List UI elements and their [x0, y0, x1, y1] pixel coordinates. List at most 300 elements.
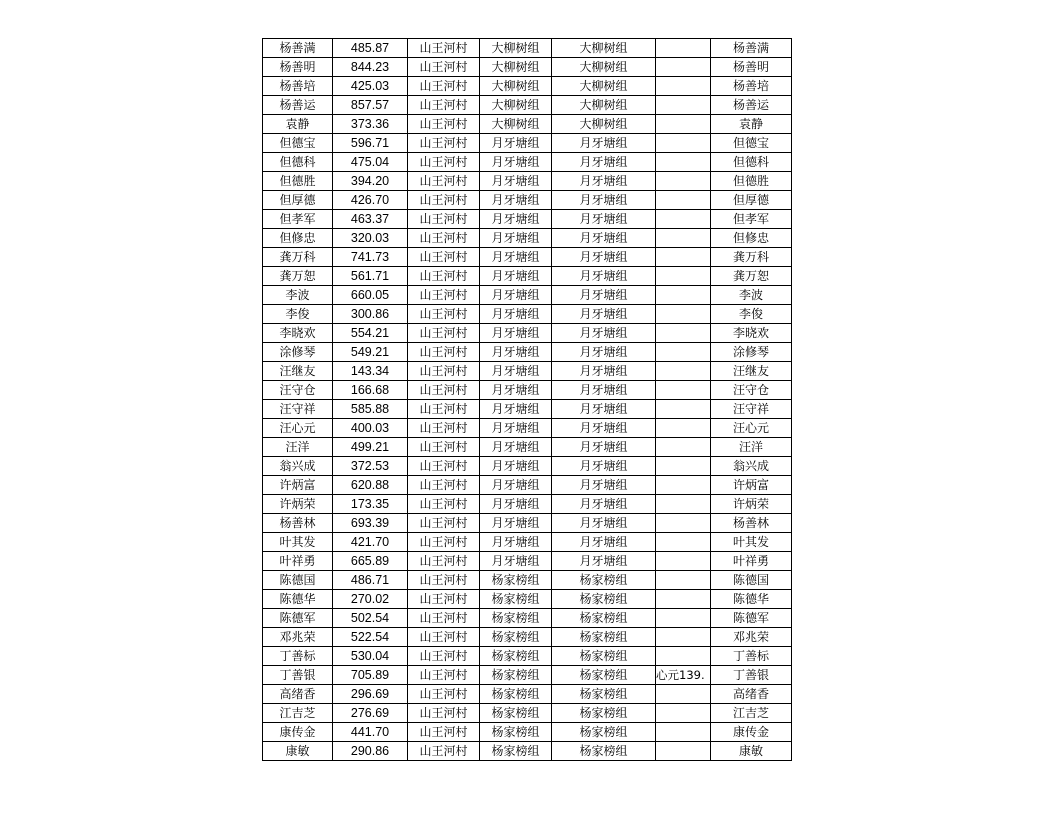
name2-cell: 汪守仓 [711, 381, 792, 400]
name-cell: 涂修琴 [263, 343, 333, 362]
group-cell: 月牙塘组 [480, 229, 552, 248]
name2-cell: 龚万恕 [711, 267, 792, 286]
name-cell: 陈德军 [263, 609, 333, 628]
group2-cell: 杨家榜组 [552, 704, 656, 723]
table-row [263, 400, 792, 419]
group2-cell: 月牙塘组 [552, 286, 656, 305]
name2-cell: 许炳富 [711, 476, 792, 495]
note-cell [656, 628, 711, 647]
village-cell: 山王河村 [408, 267, 480, 286]
village-cell: 山王河村 [408, 685, 480, 704]
village-cell: 山王河村 [408, 362, 480, 381]
note-cell [656, 571, 711, 590]
name-cell: 龚万恕 [263, 267, 333, 286]
table-row [263, 324, 792, 343]
group-cell: 杨家榜组 [480, 704, 552, 723]
name-cell: 叶其发 [263, 533, 333, 552]
group-cell: 杨家榜组 [480, 647, 552, 666]
name-cell: 杨善满 [263, 39, 333, 58]
group2-cell: 月牙塘组 [552, 134, 656, 153]
table-row [263, 495, 792, 514]
name-cell: 康传金 [263, 723, 333, 742]
name2-cell: 涂修琴 [711, 343, 792, 362]
group2-cell: 月牙塘组 [552, 362, 656, 381]
name2-cell: 杨善运 [711, 96, 792, 115]
group2-cell: 月牙塘组 [552, 153, 656, 172]
group-cell: 杨家榜组 [480, 723, 552, 742]
group2-cell: 月牙塘组 [552, 495, 656, 514]
village-cell: 山王河村 [408, 438, 480, 457]
table-row [263, 476, 792, 495]
group2-cell: 月牙塘组 [552, 191, 656, 210]
note-cell [656, 742, 711, 761]
amount-cell: 441.70 [333, 723, 408, 742]
group-cell: 月牙塘组 [480, 362, 552, 381]
village-cell: 山王河村 [408, 96, 480, 115]
group-cell: 月牙塘组 [480, 324, 552, 343]
village-cell: 山王河村 [408, 628, 480, 647]
amount-cell: 857.57 [333, 96, 408, 115]
name2-cell: 叶其发 [711, 533, 792, 552]
name-cell: 龚万科 [263, 248, 333, 267]
name-cell: 汪心元 [263, 419, 333, 438]
table-row [263, 457, 792, 476]
note-cell [656, 723, 711, 742]
note-cell [656, 476, 711, 495]
amount-cell: 143.34 [333, 362, 408, 381]
note-cell [656, 229, 711, 248]
amount-cell: 549.21 [333, 343, 408, 362]
table-row [263, 609, 792, 628]
group-cell: 月牙塘组 [480, 248, 552, 267]
note-cell [656, 419, 711, 438]
name2-cell: 陈德军 [711, 609, 792, 628]
village-cell: 山王河村 [408, 229, 480, 248]
table-row [263, 172, 792, 191]
amount-cell: 660.05 [333, 286, 408, 305]
table-row [263, 134, 792, 153]
amount-cell: 290.86 [333, 742, 408, 761]
village-cell: 山王河村 [408, 343, 480, 362]
note-cell [656, 134, 711, 153]
note-cell [656, 381, 711, 400]
name-cell: 丁善标 [263, 647, 333, 666]
name2-cell: 杨善明 [711, 58, 792, 77]
amount-cell: 296.69 [333, 685, 408, 704]
group2-cell: 大柳树组 [552, 58, 656, 77]
village-cell: 山王河村 [408, 191, 480, 210]
amount-cell: 300.86 [333, 305, 408, 324]
village-cell: 山王河村 [408, 153, 480, 172]
name2-cell: 但厚德 [711, 191, 792, 210]
name-cell: 高绪香 [263, 685, 333, 704]
name-cell: 但德科 [263, 153, 333, 172]
note-cell [656, 457, 711, 476]
table-row [263, 628, 792, 647]
group-cell: 月牙塘组 [480, 286, 552, 305]
village-cell: 山王河村 [408, 457, 480, 476]
name-cell: 李波 [263, 286, 333, 305]
group-cell: 杨家榜组 [480, 628, 552, 647]
group-cell: 杨家榜组 [480, 609, 552, 628]
name2-cell: 杨善培 [711, 77, 792, 96]
note-cell [656, 400, 711, 419]
table-row [263, 723, 792, 742]
amount-cell: 844.23 [333, 58, 408, 77]
group2-cell: 杨家榜组 [552, 590, 656, 609]
village-cell: 山王河村 [408, 324, 480, 343]
village-cell: 山王河村 [408, 552, 480, 571]
name-cell: 汪继友 [263, 362, 333, 381]
name-cell: 丁善银 [263, 666, 333, 685]
note-cell [656, 96, 711, 115]
table-row [263, 571, 792, 590]
name2-cell: 但德科 [711, 153, 792, 172]
amount-cell: 425.03 [333, 77, 408, 96]
name-cell: 江吉芝 [263, 704, 333, 723]
name2-cell: 高绪香 [711, 685, 792, 704]
amount-cell: 485.87 [333, 39, 408, 58]
note-cell [656, 286, 711, 305]
group2-cell: 杨家榜组 [552, 742, 656, 761]
village-cell: 山王河村 [408, 590, 480, 609]
village-cell: 山王河村 [408, 495, 480, 514]
group-cell: 月牙塘组 [480, 457, 552, 476]
name-cell: 李晓欢 [263, 324, 333, 343]
village-cell: 山王河村 [408, 742, 480, 761]
group2-cell: 大柳树组 [552, 115, 656, 134]
group2-cell: 大柳树组 [552, 96, 656, 115]
name2-cell: 陈德华 [711, 590, 792, 609]
name2-cell: 邓兆荣 [711, 628, 792, 647]
group-cell: 大柳树组 [480, 39, 552, 58]
note-cell [656, 115, 711, 134]
village-cell: 山王河村 [408, 533, 480, 552]
group-cell: 大柳树组 [480, 96, 552, 115]
name2-cell: 但孝军 [711, 210, 792, 229]
note-cell: 心元139. [656, 666, 711, 685]
group-cell: 大柳树组 [480, 58, 552, 77]
group2-cell: 杨家榜组 [552, 571, 656, 590]
amount-cell: 693.39 [333, 514, 408, 533]
table-row [263, 381, 792, 400]
name-cell: 杨善培 [263, 77, 333, 96]
note-cell [656, 191, 711, 210]
group-cell: 大柳树组 [480, 115, 552, 134]
group2-cell: 月牙塘组 [552, 305, 656, 324]
table-row [263, 742, 792, 761]
group2-cell: 月牙塘组 [552, 400, 656, 419]
name-cell: 陈德国 [263, 571, 333, 590]
name-cell: 汪洋 [263, 438, 333, 457]
group2-cell: 月牙塘组 [552, 229, 656, 248]
group-cell: 杨家榜组 [480, 742, 552, 761]
amount-cell: 620.88 [333, 476, 408, 495]
amount-cell: 463.37 [333, 210, 408, 229]
village-cell: 山王河村 [408, 609, 480, 628]
amount-cell: 596.71 [333, 134, 408, 153]
name-cell: 邓兆荣 [263, 628, 333, 647]
name-cell: 但修忠 [263, 229, 333, 248]
note-cell [656, 305, 711, 324]
table-row [263, 552, 792, 571]
village-cell: 山王河村 [408, 58, 480, 77]
amount-cell: 554.21 [333, 324, 408, 343]
name-cell: 但德宝 [263, 134, 333, 153]
table-row [263, 685, 792, 704]
name2-cell: 汪守祥 [711, 400, 792, 419]
table-row [263, 191, 792, 210]
name-cell: 李俊 [263, 305, 333, 324]
group-cell: 月牙塘组 [480, 153, 552, 172]
name2-cell: 康敏 [711, 742, 792, 761]
name2-cell: 丁善银 [711, 666, 792, 685]
group2-cell: 杨家榜组 [552, 685, 656, 704]
group2-cell: 月牙塘组 [552, 343, 656, 362]
group2-cell: 月牙塘组 [552, 552, 656, 571]
village-cell: 山王河村 [408, 704, 480, 723]
group2-cell: 杨家榜组 [552, 609, 656, 628]
group-cell: 月牙塘组 [480, 191, 552, 210]
table-row [263, 58, 792, 77]
village-cell: 山王河村 [408, 400, 480, 419]
table-row [263, 647, 792, 666]
note-cell [656, 685, 711, 704]
data-table [262, 38, 792, 761]
amount-cell: 705.89 [333, 666, 408, 685]
table-row [263, 286, 792, 305]
village-cell: 山王河村 [408, 476, 480, 495]
table-row [263, 96, 792, 115]
note-cell [656, 609, 711, 628]
name-cell: 袁静 [263, 115, 333, 134]
table-row [263, 305, 792, 324]
village-cell: 山王河村 [408, 248, 480, 267]
name-cell: 但德胜 [263, 172, 333, 191]
note-cell [656, 438, 711, 457]
group-cell: 杨家榜组 [480, 685, 552, 704]
name-cell: 许炳荣 [263, 495, 333, 514]
village-cell: 山王河村 [408, 39, 480, 58]
group-cell: 杨家榜组 [480, 590, 552, 609]
group2-cell: 月牙塘组 [552, 210, 656, 229]
note-cell [656, 58, 711, 77]
group-cell: 月牙塘组 [480, 210, 552, 229]
note-cell [656, 172, 711, 191]
amount-cell: 270.02 [333, 590, 408, 609]
amount-cell: 320.03 [333, 229, 408, 248]
group-cell: 月牙塘组 [480, 552, 552, 571]
group-cell: 杨家榜组 [480, 571, 552, 590]
table-row [263, 115, 792, 134]
amount-cell: 499.21 [333, 438, 408, 457]
village-cell: 山王河村 [408, 419, 480, 438]
group2-cell: 杨家榜组 [552, 628, 656, 647]
group2-cell: 杨家榜组 [552, 723, 656, 742]
group-cell: 月牙塘组 [480, 172, 552, 191]
village-cell: 山王河村 [408, 381, 480, 400]
note-cell [656, 77, 711, 96]
name-cell: 杨善明 [263, 58, 333, 77]
amount-cell: 394.20 [333, 172, 408, 191]
name2-cell: 叶祥勇 [711, 552, 792, 571]
table-row [263, 77, 792, 96]
name-cell: 但厚德 [263, 191, 333, 210]
group2-cell: 月牙塘组 [552, 438, 656, 457]
group-cell: 月牙塘组 [480, 134, 552, 153]
group-cell: 月牙塘组 [480, 419, 552, 438]
village-cell: 山王河村 [408, 723, 480, 742]
name2-cell: 杨善林 [711, 514, 792, 533]
village-cell: 山王河村 [408, 514, 480, 533]
table-row [263, 533, 792, 552]
name2-cell: 李俊 [711, 305, 792, 324]
table-row [263, 343, 792, 362]
group-cell: 月牙塘组 [480, 495, 552, 514]
group2-cell: 月牙塘组 [552, 324, 656, 343]
group2-cell: 月牙塘组 [552, 514, 656, 533]
group2-cell: 月牙塘组 [552, 476, 656, 495]
table-row [263, 229, 792, 248]
name-cell: 但孝军 [263, 210, 333, 229]
group2-cell: 月牙塘组 [552, 381, 656, 400]
village-cell: 山王河村 [408, 210, 480, 229]
group2-cell: 月牙塘组 [552, 457, 656, 476]
name2-cell: 袁静 [711, 115, 792, 134]
name2-cell: 龚万科 [711, 248, 792, 267]
group-cell: 月牙塘组 [480, 476, 552, 495]
note-cell [656, 343, 711, 362]
amount-cell: 173.35 [333, 495, 408, 514]
group-cell: 大柳树组 [480, 77, 552, 96]
name2-cell: 李波 [711, 286, 792, 305]
amount-cell: 665.89 [333, 552, 408, 571]
village-cell: 山王河村 [408, 115, 480, 134]
name-cell: 杨善林 [263, 514, 333, 533]
group-cell: 月牙塘组 [480, 514, 552, 533]
name2-cell: 李晓欢 [711, 324, 792, 343]
group2-cell: 月牙塘组 [552, 248, 656, 267]
table-row [263, 438, 792, 457]
amount-cell: 166.68 [333, 381, 408, 400]
group2-cell: 杨家榜组 [552, 647, 656, 666]
name2-cell: 但修忠 [711, 229, 792, 248]
name2-cell: 江吉芝 [711, 704, 792, 723]
name-cell: 翁兴成 [263, 457, 333, 476]
amount-cell: 426.70 [333, 191, 408, 210]
note-cell [656, 39, 711, 58]
name2-cell: 汪心元 [711, 419, 792, 438]
amount-cell: 372.53 [333, 457, 408, 476]
village-cell: 山王河村 [408, 286, 480, 305]
note-cell [656, 248, 711, 267]
village-cell: 山王河村 [408, 305, 480, 324]
group-cell: 杨家榜组 [480, 666, 552, 685]
amount-cell: 373.36 [333, 115, 408, 134]
village-cell: 山王河村 [408, 134, 480, 153]
amount-cell: 276.69 [333, 704, 408, 723]
village-cell: 山王河村 [408, 666, 480, 685]
village-cell: 山王河村 [408, 77, 480, 96]
table-body [263, 39, 792, 761]
village-cell: 山王河村 [408, 647, 480, 666]
table-row [263, 666, 792, 685]
group2-cell: 月牙塘组 [552, 267, 656, 286]
name2-cell: 杨善满 [711, 39, 792, 58]
note-cell [656, 267, 711, 286]
table-row [263, 248, 792, 267]
table-row [263, 514, 792, 533]
amount-cell: 502.54 [333, 609, 408, 628]
name-cell: 陈德华 [263, 590, 333, 609]
group-cell: 月牙塘组 [480, 381, 552, 400]
name2-cell: 但德胜 [711, 172, 792, 191]
table-row [263, 39, 792, 58]
table-row [263, 590, 792, 609]
name-cell: 杨善运 [263, 96, 333, 115]
name2-cell: 陈德国 [711, 571, 792, 590]
name2-cell: 汪洋 [711, 438, 792, 457]
amount-cell: 741.73 [333, 248, 408, 267]
amount-cell: 421.70 [333, 533, 408, 552]
group-cell: 月牙塘组 [480, 305, 552, 324]
table-row [263, 419, 792, 438]
group-cell: 月牙塘组 [480, 343, 552, 362]
note-cell [656, 514, 711, 533]
amount-cell: 530.04 [333, 647, 408, 666]
note-cell [656, 153, 711, 172]
group2-cell: 月牙塘组 [552, 172, 656, 191]
note-cell [656, 533, 711, 552]
name2-cell: 但德宝 [711, 134, 792, 153]
group2-cell: 月牙塘组 [552, 533, 656, 552]
name2-cell: 翁兴成 [711, 457, 792, 476]
village-cell: 山王河村 [408, 172, 480, 191]
table-row [263, 153, 792, 172]
table-row [263, 362, 792, 381]
note-cell [656, 210, 711, 229]
amount-cell: 522.54 [333, 628, 408, 647]
note-cell [656, 704, 711, 723]
note-cell [656, 324, 711, 343]
name2-cell: 汪继友 [711, 362, 792, 381]
name-cell: 康敏 [263, 742, 333, 761]
note-cell [656, 362, 711, 381]
amount-cell: 585.88 [333, 400, 408, 419]
group-cell: 月牙塘组 [480, 267, 552, 286]
amount-cell: 400.03 [333, 419, 408, 438]
group2-cell: 大柳树组 [552, 39, 656, 58]
table-row [263, 210, 792, 229]
name2-cell: 康传金 [711, 723, 792, 742]
name2-cell: 丁善标 [711, 647, 792, 666]
group-cell: 月牙塘组 [480, 533, 552, 552]
amount-cell: 561.71 [333, 267, 408, 286]
name2-cell: 许炳荣 [711, 495, 792, 514]
amount-cell: 475.04 [333, 153, 408, 172]
name-cell: 许炳富 [263, 476, 333, 495]
group2-cell: 杨家榜组 [552, 666, 656, 685]
note-cell [656, 552, 711, 571]
note-cell [656, 647, 711, 666]
group2-cell: 大柳树组 [552, 77, 656, 96]
name-cell: 汪守祥 [263, 400, 333, 419]
group-cell: 月牙塘组 [480, 400, 552, 419]
group-cell: 月牙塘组 [480, 438, 552, 457]
name-cell: 叶祥勇 [263, 552, 333, 571]
name-cell: 汪守仓 [263, 381, 333, 400]
note-cell [656, 495, 711, 514]
